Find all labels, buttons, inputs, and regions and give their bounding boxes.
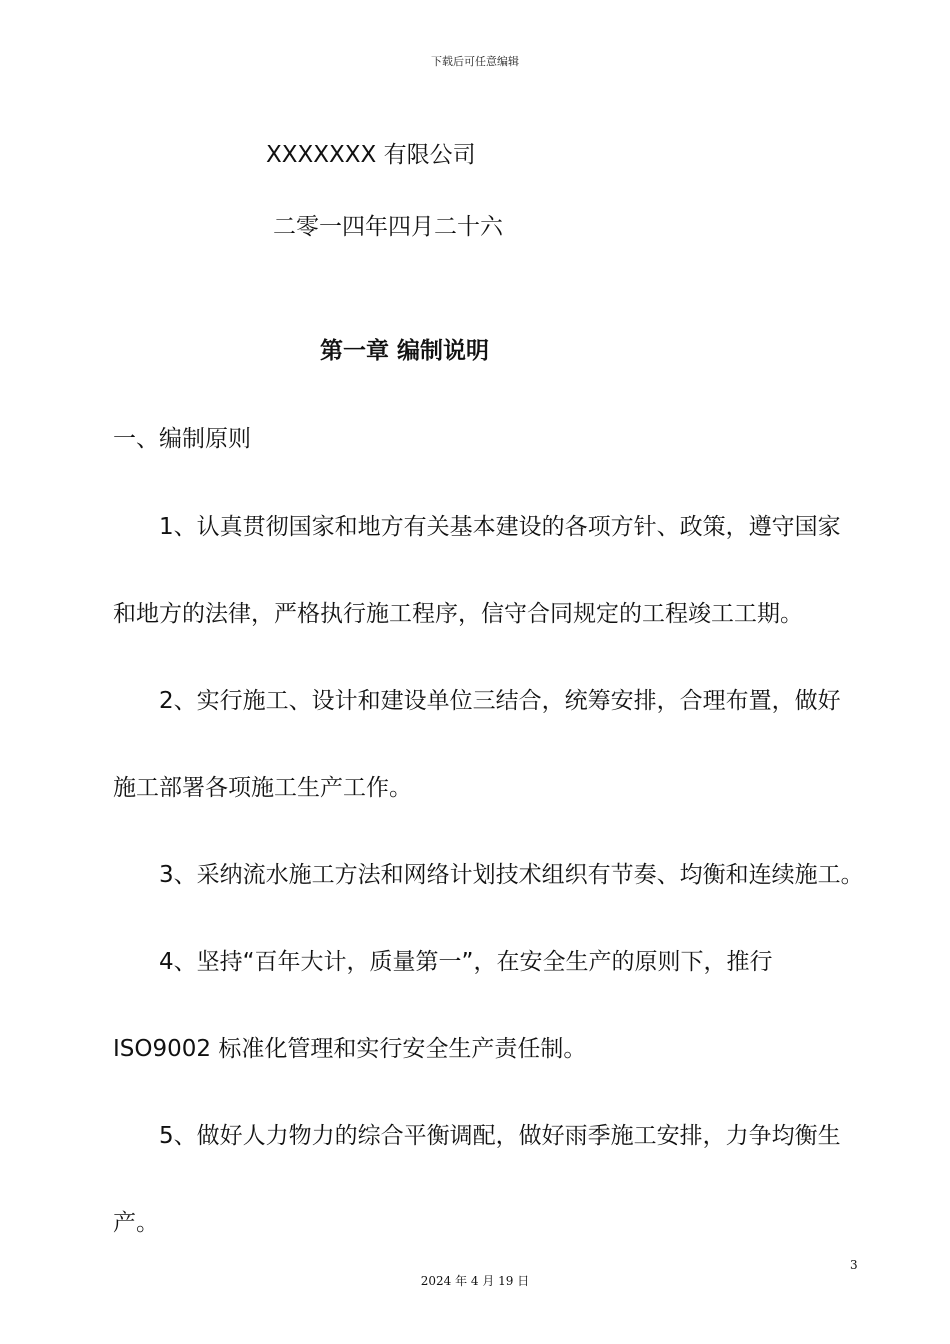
- paragraph-line: 4、坚持“百年大计，质量第一”，在安全生产的原则下，推行: [159, 949, 773, 975]
- footer-date: 2024 年 4 月 19 日: [420, 1274, 530, 1288]
- chapter-title: 第一章 编制说明: [320, 338, 490, 364]
- page-number: 3: [850, 1258, 858, 1272]
- section-title: 一、编制原则: [113, 426, 251, 452]
- paragraph-line: 2、实行施工、设计和建设单位三结合，统筹安排，合理布置，做好: [159, 688, 841, 714]
- header-note: 下载后可任意编辑: [431, 55, 519, 68]
- paragraph-line: 1、认真贯彻国家和地方有关基本建设的各项方针、政策，遵守国家: [159, 514, 841, 540]
- paragraph-line: 3、采纳流水施工方法和网络计划技术组织有节奏、均衡和连续施工。: [159, 862, 864, 888]
- paragraph-line: ISO9002 标准化管理和实行安全生产责任制。: [113, 1036, 587, 1062]
- paragraph-line: 5、做好人力物力的综合平衡调配，做好雨季施工安排，力争均衡生: [159, 1123, 841, 1149]
- paragraph-line: 和地方的法律，严格执行施工程序，信守合同规定的工程竣工工期。: [113, 601, 803, 627]
- paragraph-line: 施工部署各项施工生产工作。: [113, 775, 412, 801]
- paragraph-line: 产。: [113, 1210, 159, 1236]
- company-name: XXXXXXX 有限公司: [266, 142, 476, 168]
- document-date: 二零一四年四月二十六: [273, 214, 503, 240]
